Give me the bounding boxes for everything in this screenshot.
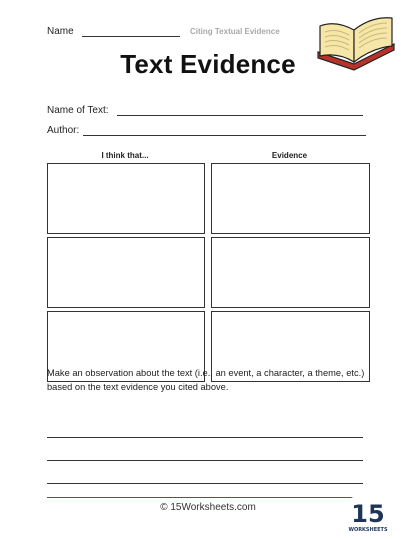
author-label: Author:	[47, 125, 80, 136]
answer-line-3[interactable]	[47, 483, 363, 484]
worksheets-badge-icon	[348, 495, 388, 535]
worksheet-subject: Citing Textual Evidence	[190, 27, 280, 36]
name-input-line[interactable]	[82, 36, 180, 37]
name-label: Name	[47, 26, 74, 37]
observation-prompt: Make an observation about the text (i.e., an event, a character, a theme, etc.) based on the text evidence you cited above.	[47, 368, 365, 392]
badge-number: 15	[351, 500, 385, 528]
footer-divider	[47, 497, 370, 498]
footer-copyright: © 15Worksheets.com	[160, 502, 256, 513]
column-header-evidence: Evidence	[271, 151, 308, 160]
name-of-text-label: Name of Text:	[47, 105, 109, 116]
evidence-box-2[interactable]	[211, 237, 370, 308]
badge-text: WORKSHEETS	[348, 527, 388, 533]
answer-line-1[interactable]	[47, 437, 363, 438]
page-title: Text Evidence	[120, 49, 296, 79]
author-input-line[interactable]	[83, 135, 366, 136]
name-of-text-input-line[interactable]	[117, 115, 363, 116]
think-box-2[interactable]	[47, 237, 205, 308]
think-box-1[interactable]	[47, 163, 205, 234]
column-header-i-think: I think that...	[101, 151, 149, 160]
evidence-box-1[interactable]	[211, 163, 370, 234]
answer-line-2[interactable]	[47, 460, 363, 461]
